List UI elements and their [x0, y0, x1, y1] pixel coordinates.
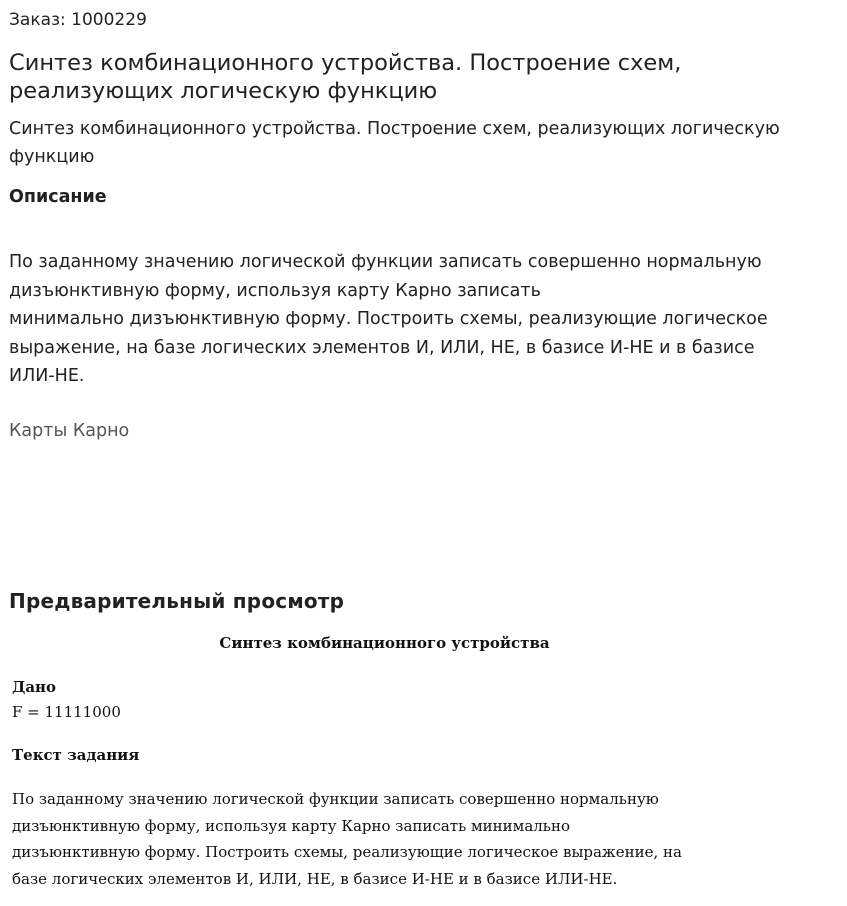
- given-value: F = 11111000: [12, 703, 121, 721]
- description-heading: Описание: [9, 187, 107, 207]
- description-text: [9, 248, 839, 391]
- task-line: базе логических элементов И, ИЛИ, НЕ, в базисе И-НЕ и в базисе ИЛИ-НЕ.: [12, 869, 618, 888]
- task-text: [12, 786, 812, 892]
- page-subtitle: Синтез комбинационного устройства. Построение схем, реализующих логическую функцию: [9, 119, 780, 167]
- description-line: выражение, на базе логических элементов И, ИЛИ, НЕ, в базисе И-НЕ и в базисе: [9, 337, 755, 358]
- task-line: дизъюнктивную форму. Построить схемы, реализующие логическое выражение, на: [12, 843, 682, 861]
- task-label: Текст задания: [12, 746, 140, 764]
- task-line: По заданному значению логической функции записать совершенно нормальную: [12, 790, 659, 808]
- description-line: По заданному значению логической функции записать совершенно нормальную: [9, 252, 762, 272]
- task-line: дизъюнктивную форму, используя карту Карно записать минимально: [12, 816, 570, 835]
- description-line: минимально дизъюнктивную форму. Построить схемы, реализующие логическое: [9, 309, 768, 329]
- preview-heading: Предварительный просмотр: [9, 589, 345, 613]
- description-line: дизъюнктивную форму, используя карту Карно записать: [9, 280, 541, 301]
- order-number: Заказ: 1000229: [9, 10, 147, 30]
- tag-link-karnaugh-maps[interactable]: Карты Карно: [9, 421, 130, 441]
- preview-document-title: Синтез комбинационного устройства: [219, 634, 550, 652]
- page-title: Синтез комбинационного устройства. Построение схем, реализующих логическую функцию: [9, 50, 682, 104]
- description-line: ИЛИ-НЕ.: [9, 366, 85, 386]
- given-label: Дано: [12, 678, 57, 696]
